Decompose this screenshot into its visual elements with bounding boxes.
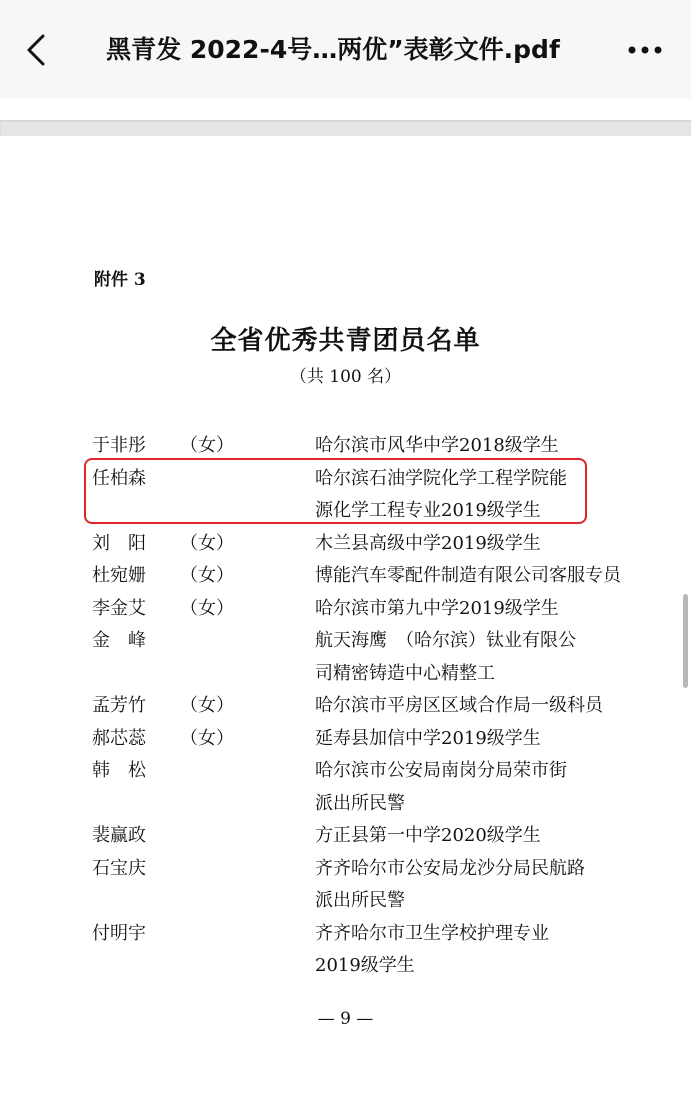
chevron-left-icon [25,33,47,67]
list-item [0,918,691,983]
list-subtitle: （共 100 名） [289,367,402,387]
more-button[interactable] [625,30,665,70]
list-item [0,820,691,853]
honoree-name: 金 峰 [92,630,146,651]
honoree-name: 刘 阳 [92,532,146,554]
honoree-affiliation: 木兰县高级中学2019级学生 [315,532,541,554]
honoree-name: 杜宛姗 [92,565,146,586]
list-title: 全省优秀共青团员名单 [210,326,481,356]
honoree-affiliation: 哈尔滨市第九中学2019级学生 [315,597,559,619]
list-item [0,528,691,561]
honoree-name: 李金艾 [92,597,146,619]
list-item [0,690,691,723]
honoree-affiliation: 哈尔滨市公安局南岗分局荣市街 [315,760,567,781]
honoree-affiliation: 2019级学生 [315,955,415,976]
honoree-affiliation: 哈尔滨石油学院化学工程学院能 [315,467,567,489]
honoree-affiliation: 哈尔滨市平房区区域合作局一级科员 [315,695,603,716]
list-item [0,755,691,820]
list-item [0,593,691,626]
honoree-affiliation: 派出所民警 [315,890,405,911]
page-separator [0,120,691,136]
honoree-gender: （女） [180,435,234,456]
honoree-gender: （女） [180,695,234,716]
previous-page-bottom [0,98,691,120]
honoree-affiliation: 齐齐哈尔市公安局龙沙分局民航路 [315,857,585,879]
honoree-name: 任柏森 [92,467,146,489]
honoree-name: 郝芯蕊 [92,727,146,749]
honoree-name: 于非彤 [92,435,146,456]
honoree-gender: （女） [180,532,234,554]
honoree-affiliation: 哈尔滨市风华中学2018级学生 [315,435,559,456]
scrollbar-thumb[interactable] [683,594,688,688]
honoree-affiliation: 司精密铸造中心精整工 [315,662,495,684]
honoree-name: 裴赢政 [92,825,146,846]
nav-bar [0,0,691,98]
honoree-gender: （女） [180,597,234,619]
attachment-label: 附件 3 [94,270,146,290]
honoree-affiliation: 源化学工程专业2019级学生 [315,500,541,521]
honoree-affiliation: 方正县第一中学2020级学生 [315,825,541,846]
honoree-gender: （女） [180,565,234,586]
list-item [0,853,691,918]
list-item [0,723,691,756]
more-horizontal-icon [627,45,663,55]
document-title: 黑青发 2022-4号…两优”表彰文件.pdf [106,35,560,64]
list-item [0,625,691,690]
honoree-affiliation: 航天海鹰 （哈尔滨）钛业有限公 [315,630,576,651]
honoree-name: 韩 松 [92,760,146,781]
honoree-name: 孟芳竹 [92,695,146,716]
honoree-name: 石宝庆 [92,857,146,879]
back-button[interactable] [14,26,58,74]
honoree-affiliation: 齐齐哈尔市卫生学校护理专业 [315,922,549,944]
highlight-annotation [84,458,587,524]
honoree-affiliation: 延寿县加信中学2019级学生 [315,727,541,749]
honoree-name: 付明宇 [92,922,146,944]
page-number: — 9 — [317,1009,374,1029]
honoree-affiliation: 派出所民警 [315,792,405,814]
list-item [0,560,691,593]
honoree-affiliation: 博能汽车零配件制造有限公司客服专员 [315,565,621,586]
honoree-gender: （女） [180,727,234,749]
